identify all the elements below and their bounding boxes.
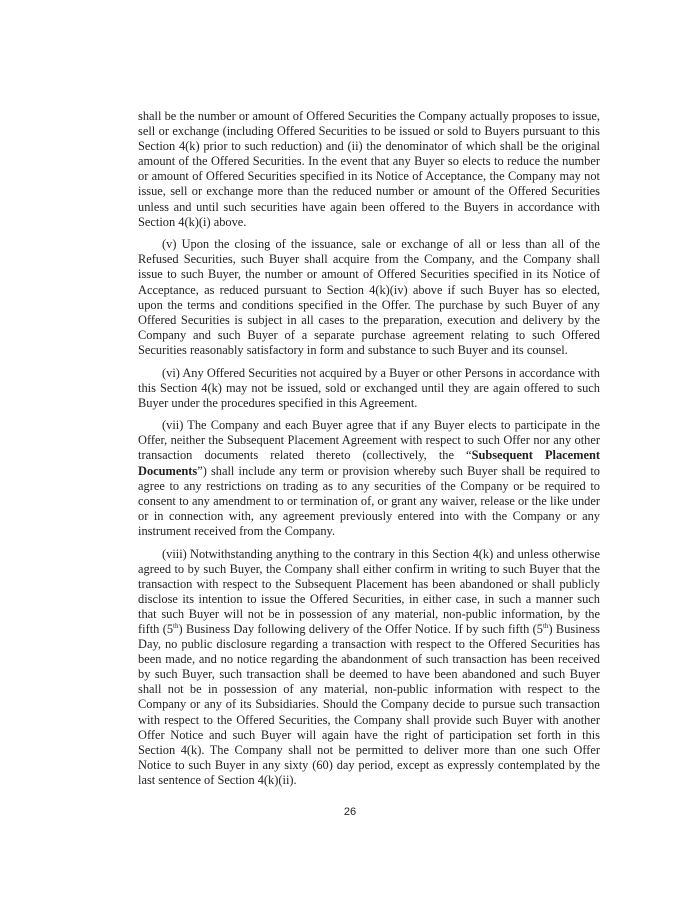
paragraph-viii-text-b: ) Business Day following delivery of the Offer Notice. If by such fifth (5 <box>178 622 543 636</box>
paragraph-v: (v) Upon the closing of the issuance, sale or exchange of all or less than all of the Refused Securities, such Buyer shall acquire from the Company, and the Company shall issue to such Buyer, the number or amount of Offered Securities specified in its Notice of Acceptance, as reduced pursuant to Section 4(k)(iv) above if such Buyer has so elected, upon the terms and conditions specified in the Offer. The purchase by such Buyer of any Offered Securities is subject in all cases to the preparation, execution and delivery by the Company and such Buyer of a separate purchase agreement relating to such Offered Securities reasonably satisfactory in form and substance to such Buyer and its counsel. <box>138 237 600 357</box>
defined-term-subsequent-placement-documents: Subsequent Placement Documents <box>138 448 600 478</box>
paragraph-viii <box>138 547 600 789</box>
ordinal-superscript: th <box>542 621 549 630</box>
ordinal-superscript: th <box>173 621 179 630</box>
page-number: 26 <box>343 806 357 818</box>
paragraph-viii-text-a: (viii) Notwithstanding anything to the contrary in this Section 4(k) and unless otherwise agreed to by such Buyer, the Company shall either confirm in writing to such Buyer that the transaction with respect to the Subsequent Placement has been abandoned or shall publicly disclose its intention to issue the Offered Securities, in either case, in such a manner such that such Buyer will not be in possession of any material, non-public information, by the fifth (5 <box>138 546 600 636</box>
paragraph-vi: (vi) Any Offered Securities not acquired by a Buyer or other Persons in accordance with this Section 4(k) may not be issued, sold or exchanged until they are again offered to such Buyer under the procedures specified in this Agreement. <box>138 365 600 410</box>
paragraph-continuation: shall be the number or amount of Offered Securities the Company actually proposes to issue, sell or exchange (including Offered Securities to be issued or sold to Buyers pursuant to this Section 4(k) prior to such reduction) and (ii) the denominator of which shall be the original amount of the Offered Securities. In the event that any Buyer so elects to reduce the number or amount of Offered Securities specified in its Notice of Acceptance, the Company may not issue, sell or exchange more than the reduced number or amount of the Offered Securities unless and until such securities have again been offered to the Buyers in accordance with Section 4(k)(i) above. <box>138 109 600 229</box>
paragraph-vii-text-b: ”) shall include any term or provision whereby such Buyer shall be required to agree to any restrictions on trading as to any securities of the Company or be required to consent to any amendment to or termination of, or grant any waiver, release or the like under or in connection with, any agreement previously entered into with the Company or any instrument received from the Company. <box>138 463 600 538</box>
paragraph-vii-text-a: (vii) The Company and each Buyer agree that if any Buyer elects to participate in the Offer, neither the Subsequent Placement Agreement with respect to such Offer nor any other transaction documents related thereto (collectively, the “ <box>138 418 600 463</box>
paragraph-vii <box>138 418 600 539</box>
paragraph-viii-text-c: ) Business Day, no public disclosure regarding a transaction with respect to the Offered Securities has been made, and no notice regarding the abandonment of such transaction has been received by such Buyer, such transaction shall be deemed to have been abandoned and such Buyer shall not be in possession of any material, non-public information with respect to the Company or any of its Subsidiaries. Should the Company decide to pursue such transaction with respect to the Offered Securities, the Company shall provide such Buyer with another Offer Notice and such Buyer will again have the right of participation set forth in this Section 4(k). The Company shall not be permitted to deliver more than one such Offer Notice to such Buyer in any sixty (60) day period, except as expressly contemplated by the last sentence of Section 4(k)(ii). <box>138 622 600 787</box>
document-body <box>138 109 600 796</box>
